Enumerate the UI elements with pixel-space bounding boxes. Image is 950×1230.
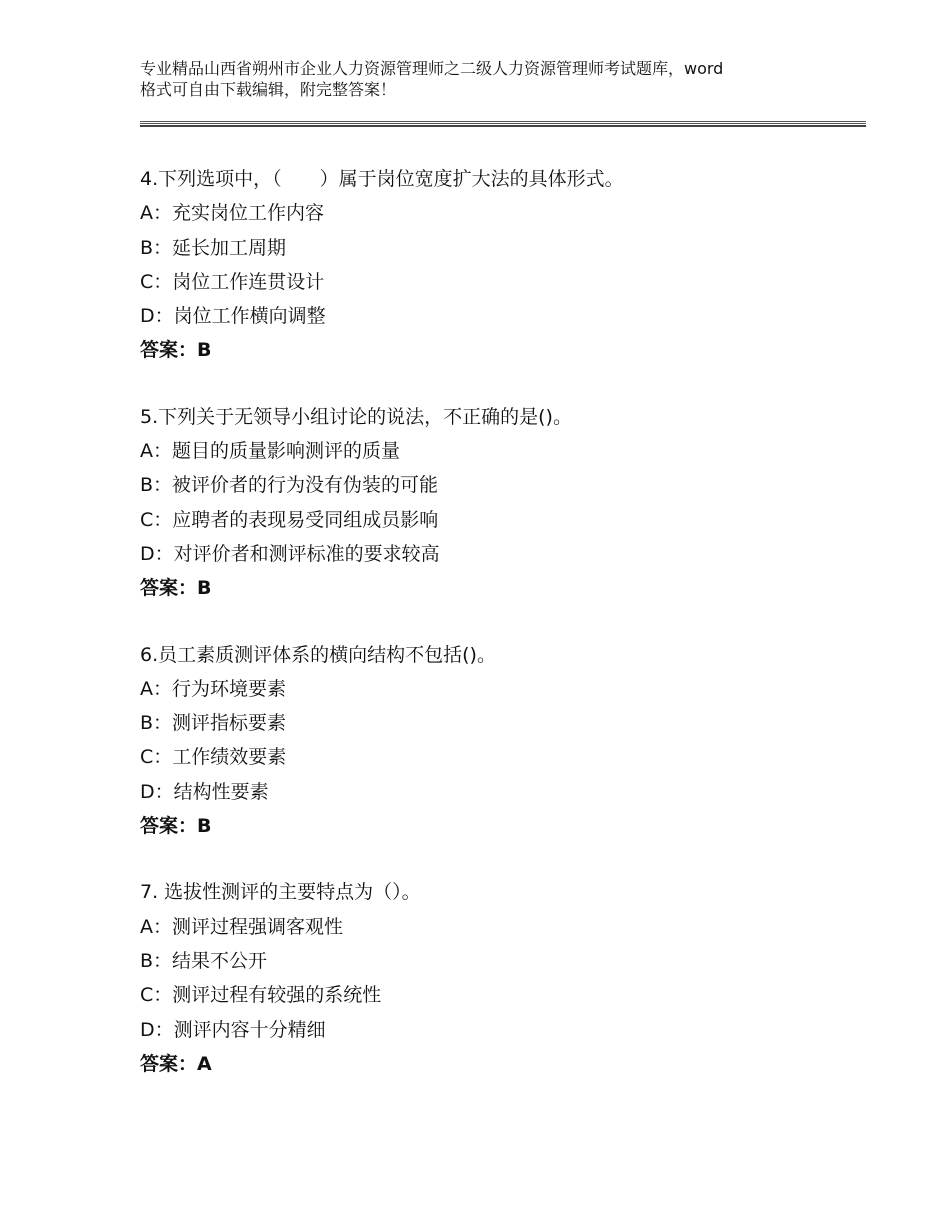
answer-line: 答案：B [140, 577, 212, 600]
header-divider [140, 121, 866, 122]
question-item [140, 162, 860, 368]
option-c: C：测评过程有较强的系统性 [140, 984, 382, 1007]
option-a: A：行为环境要素 [140, 677, 286, 700]
header-line-1: 专业精品山西省朔州市企业人力资源管理师之二级人力资源管理师考试题库，word [140, 59, 724, 78]
option-c: C：岗位工作连贯设计 [140, 270, 325, 293]
document-header [140, 58, 840, 100]
question-item [140, 638, 860, 844]
question-list [140, 162, 860, 1113]
option-b: B：延长加工周期 [140, 236, 287, 259]
option-b: B：测评指标要素 [140, 712, 287, 735]
option-b: B：结果不公开 [140, 949, 268, 972]
header-line-2: 格式可自由下载编辑，附完整答案！ [140, 80, 397, 99]
question-stem: 7. 选拔性测评的主要特点为（）。 [140, 881, 421, 904]
answer-line: 答案：B [140, 339, 212, 362]
option-a: A：题目的质量影响测评的质量 [140, 440, 400, 463]
option-d: D：对评价者和测评标准的要求较高 [140, 542, 440, 565]
option-a: A：充实岗位工作内容 [140, 202, 324, 225]
option-c: C：应聘者的表现易受同组成员影响 [140, 508, 439, 531]
answer-line: 答案：A [140, 1052, 212, 1075]
question-item [140, 400, 860, 606]
option-c: C：工作绩效要素 [140, 746, 287, 769]
header-divider [140, 125, 866, 127]
option-b: B：被评价者的行为没有伪装的可能 [140, 474, 439, 497]
option-d: D：岗位工作横向调整 [140, 305, 326, 328]
answer-line: 答案：B [140, 815, 212, 838]
option-d: D：结构性要素 [140, 780, 269, 803]
question-item [140, 875, 860, 1081]
option-d: D：测评内容十分精细 [140, 1018, 326, 1041]
header-divider [140, 123, 866, 124]
option-a: A：测评过程强调客观性 [140, 915, 343, 938]
question-stem: 5.下列关于无领导小组讨论的说法，不正确的是()。 [140, 405, 572, 428]
question-stem: 6.员工素质测评体系的横向结构不包括()。 [140, 643, 496, 666]
question-stem: 4.下列选项中，（ ）属于岗位宽度扩大法的具体形式。 [140, 168, 624, 190]
